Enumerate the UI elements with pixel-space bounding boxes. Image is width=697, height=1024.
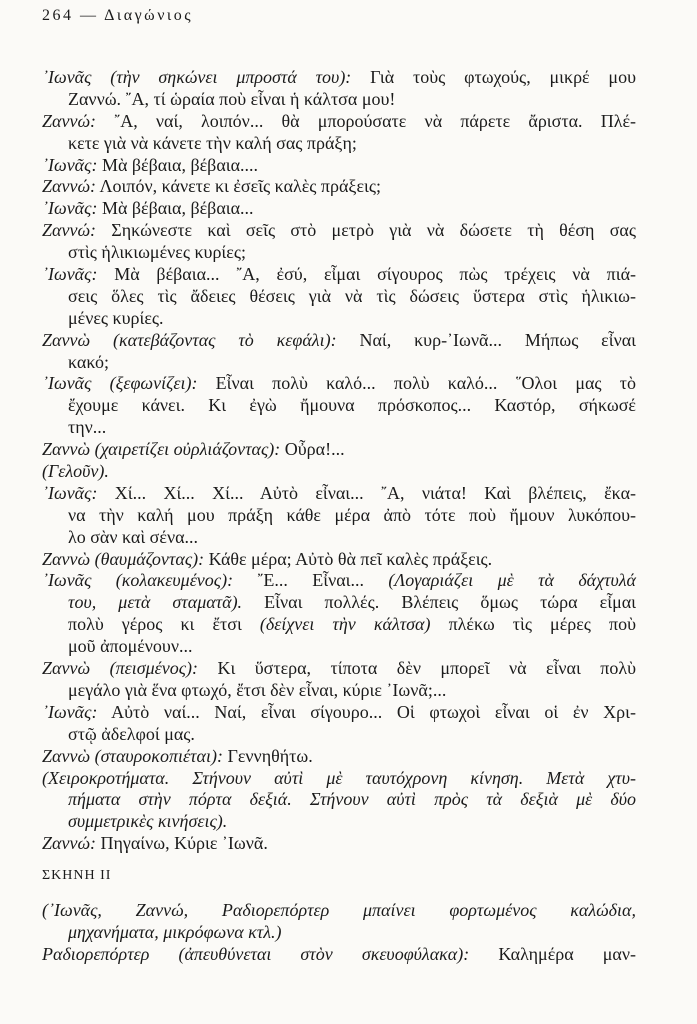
text-line — [42, 155, 636, 177]
spoken-text: στῷ ἀδελφοί μας. — [68, 723, 195, 744]
spoken-text: Γεννηθήτω. — [222, 745, 313, 766]
text-line — [42, 505, 636, 527]
text-line — [42, 922, 636, 944]
text-line — [42, 811, 636, 833]
text-line — [42, 133, 636, 155]
stage-direction-or-speaker: ᾽Ιωνᾶς: — [42, 482, 98, 503]
text-line — [42, 570, 636, 592]
stage-direction-or-speaker: του, μετὰ σταματᾶ). — [68, 592, 243, 613]
spoken-text: λο σὰν καὶ σένα... — [68, 526, 199, 547]
spoken-text: κετε γιὰ νὰ κάνετε τὴν καλή σας πράξη; — [68, 132, 357, 153]
text-line — [42, 330, 636, 352]
spoken-text: πλέκω τὶς μέρες ποὺ — [430, 614, 636, 635]
stage-direction-or-speaker: συμμετρικὲς κινήσεις). — [68, 811, 228, 832]
text-line — [42, 176, 636, 198]
text-line — [42, 944, 636, 966]
page-body — [42, 67, 636, 966]
dialogue-paragraph — [42, 67, 636, 111]
dialogue-paragraph — [42, 570, 636, 658]
text-line — [42, 768, 636, 790]
dialogue-paragraph — [42, 702, 636, 746]
stage-direction-or-speaker: ᾽Ιωνᾶς: — [42, 198, 98, 219]
spoken-text: Καλημέρα μαν- — [469, 943, 636, 964]
stage-direction-or-speaker: Ζαννώ: — [42, 176, 96, 197]
text-line — [42, 592, 636, 614]
dialogue-paragraph — [42, 264, 636, 330]
dialogue-paragraph — [42, 111, 636, 155]
text-line — [42, 352, 636, 374]
spoken-text: Μὰ βέβαια, βέβαια... — [97, 198, 254, 219]
text-line — [42, 614, 636, 636]
text-line — [42, 658, 636, 680]
text-line — [42, 417, 636, 439]
spoken-text: Πηγαίνω, Κύριε ᾽Ιωνᾶ. — [96, 833, 268, 854]
spoken-text: ἔχουμε κάνει. Κι ἐγὼ ἤμουνα πρόσκοπος... Καστόρ, σήκωσέ — [68, 395, 636, 416]
spoken-text: πολὺ γέρος κι ἔτσι — [68, 614, 260, 635]
stage-direction-or-speaker: (Λογαριάζει μὲ τὰ δάχτυλά — [388, 570, 636, 591]
text-line — [42, 111, 636, 133]
stage-direction-or-speaker: Ζαννὼ (χαιρετίζει οὐρλιάζοντας): — [42, 439, 281, 460]
dialogue-paragraph — [42, 658, 636, 702]
dialogue-paragraph — [42, 439, 636, 461]
stage-direction-or-speaker: (᾽Ιωνᾶς, Ζαννώ, Ραδιορεπόρτερ μπαίνει φορτωμένος καλώδια, — [42, 900, 636, 921]
spoken-text: Αὐτὸ ναί... Ναί, εἶναι σίγουρο... Οἱ φτωχοὶ εἶναι οἱ ἐν Χρι- — [97, 701, 636, 722]
spoken-text: μένες κυρίες. — [68, 307, 164, 328]
spoken-text: Μὰ βέβαια... ῎Α, ἐσύ, εἶμαι σίγουρος πὼς τρέχεις νὰ πιά- — [97, 264, 636, 285]
text-line — [42, 198, 636, 220]
spoken-text: μεγάλο γιὰ ἕνα φτωχό, ἔτσι δὲν εἶναι, κύριε ᾽Ιωνᾶ;... — [68, 679, 447, 700]
spoken-text: Οὖρα!... — [280, 439, 345, 460]
spoken-text: Ζαννώ. ῎Α, τί ὡραία ποὺ εἶναι ἡ κάλτσα μου! — [68, 88, 396, 109]
spacer — [42, 892, 636, 900]
stage-direction-or-speaker: Ζαννὼ (θαυμάζοντας): — [42, 548, 205, 569]
text-line — [42, 724, 636, 746]
text-line — [42, 636, 636, 658]
text-line — [42, 308, 636, 330]
dialogue-paragraph — [42, 900, 636, 944]
spoken-text: κακό; — [68, 351, 110, 372]
spoken-text: Γιὰ τοὺς φτωχούς, μικρέ μου — [351, 67, 636, 87]
text-line — [42, 680, 636, 702]
spoken-text: Εἶναι πολλές. Βλέπεις ὅμως τώρα εἶμαι — [242, 592, 636, 613]
stage-direction-or-speaker: Ζαννὼ (κατεβάζοντας τὸ κεφάλι): — [42, 329, 337, 350]
spoken-text: Σηκώνεστε καὶ σεῖς στὸ μετρὸ γιὰ νὰ δώσετε τὴ θέση σας — [96, 220, 636, 241]
text-line — [42, 549, 636, 571]
spoken-text: Χί... Χί... Χί... Αὐτὸ εἶναι... ῎Α, νιάτα! Καὶ βλέπεις, ἔκα- — [97, 482, 636, 503]
stage-direction-or-speaker: Ζαννώ: — [42, 220, 96, 241]
stage-direction-or-speaker: Ζαννώ: — [42, 833, 96, 854]
text-line — [42, 242, 636, 264]
dialogue-paragraph — [42, 833, 636, 855]
spoken-text: Λοιπόν, κάνετε κι ἐσεῖς καλὲς πράξεις; — [96, 176, 381, 197]
text-line — [42, 395, 636, 417]
stage-direction-or-speaker: (Χειροκροτήματα. Στήνουν αὐτὶ μὲ ταυτόχρονη κίνηση. Μετὰ χτυ- — [42, 767, 636, 788]
spoken-text: Ναί, κυρ-᾽Ιωνᾶ... Μήπως εἶναι — [336, 329, 636, 350]
stage-direction-or-speaker: Ζαννώ: — [42, 110, 96, 131]
stage-direction-or-speaker: ᾽Ιωνᾶς: — [42, 701, 98, 722]
running-header: 264 — Διαγώνιος — [42, 7, 194, 24]
stage-direction-or-speaker: ᾽Ιωνᾶς: — [42, 264, 98, 285]
spoken-text: ῎Α, ναί, λοιπόν... θὰ μπορούσατε νὰ πάρετε ἄριστα. Πλέ- — [96, 110, 636, 131]
spoken-text: να τὴν καλή μου πράξη κάθε μέρα ἀπὸ τότε ποὺ ἤμουν λυκόπου- — [68, 504, 636, 525]
stage-direction-or-speaker: (δείχνει τὴν κάλτσα) — [259, 614, 431, 635]
dialogue-paragraph — [42, 483, 636, 549]
dialogue-paragraph — [42, 330, 636, 374]
text-line — [42, 746, 636, 768]
text-line — [42, 373, 636, 395]
dialogue-paragraph — [42, 373, 636, 439]
stage-direction-or-speaker: Ραδιορεπόρτερ (ἀπευθύνεται στὸν σκευοφύλακα): — [42, 943, 470, 964]
dialogue-paragraph — [42, 155, 636, 177]
dialogue-paragraph — [42, 746, 636, 768]
dialogue-paragraph — [42, 176, 636, 198]
stage-direction-or-speaker: Ζαννὼ (πεισμένος): — [42, 658, 198, 679]
dialogue-paragraph — [42, 220, 636, 264]
text-line — [42, 220, 636, 242]
stage-direction-or-speaker: (Γελοῦν). — [42, 461, 109, 482]
stage-direction-or-speaker: ᾽Ιωνᾶς (τὴν σηκώνει μπροστά του): — [42, 67, 352, 87]
spoken-text: στὶς ἡλικιωμένες κυρίες; — [68, 242, 246, 263]
spoken-text: σεις ὅλες τὶς ἄδειες θέσεις γιὰ νὰ τὶς δώσεις ὕστερα στὶς ἡλικιω- — [68, 285, 636, 306]
stage-direction-or-speaker: ᾽Ιωνᾶς (ξεφωνίζει): — [42, 373, 198, 394]
stage-direction-or-speaker: ᾽Ιωνᾶς: — [42, 154, 98, 175]
text-line — [42, 286, 636, 308]
text-line — [42, 900, 636, 922]
text-line — [42, 702, 636, 724]
stage-direction-or-speaker: Ζαννὼ (σταυροκοπιέται): — [42, 745, 223, 766]
stage-direction-or-speaker: πήματα στὴν πόρτα δεξιά. Στήνουν αὐτὶ πρὸς τὰ δεξιὰ μὲ δύο — [68, 789, 636, 810]
dialogue-paragraph — [42, 944, 636, 966]
spoken-text: Κάθε μέρα; Αὐτὸ θὰ πεῖ καλὲς πράξεις. — [204, 548, 493, 569]
stage-direction-or-speaker: ᾽Ιωνᾶς (κολακευμένος): — [42, 570, 234, 591]
spoken-text: μοῦ ἀπομένουν... — [68, 636, 193, 657]
spoken-text: Μὰ βέβαια, βέβαια.... — [97, 154, 259, 175]
text-line — [42, 483, 636, 505]
spoken-text: την... — [68, 417, 107, 438]
spoken-text: Εἶναι πολὺ καλό... πολὺ καλό... ῞Ολοι μας τὸ — [197, 373, 636, 394]
text-line — [42, 461, 636, 483]
dialogue-paragraph — [42, 768, 636, 834]
text-line — [42, 439, 636, 461]
dialogue-paragraph — [42, 461, 636, 483]
text-line — [42, 527, 636, 549]
dialogue-paragraph — [42, 198, 636, 220]
text-line — [42, 67, 636, 89]
dialogue-paragraph — [42, 549, 636, 571]
spoken-text: Κι ὕστερα, τίποτα δὲν μπορεῖ νὰ εἶναι πολὺ — [198, 658, 636, 679]
text-line — [42, 89, 636, 111]
text-line — [42, 789, 636, 811]
text-line — [42, 264, 636, 286]
stage-direction-or-speaker: μηχανήματα, μικρόφωνα κτλ.) — [68, 921, 282, 942]
text-line — [42, 833, 636, 855]
scene-heading: ΣΚΗΝΗ ΙΙ — [42, 868, 112, 884]
spoken-text: ῎Ε... Εἶναι... — [233, 570, 389, 591]
